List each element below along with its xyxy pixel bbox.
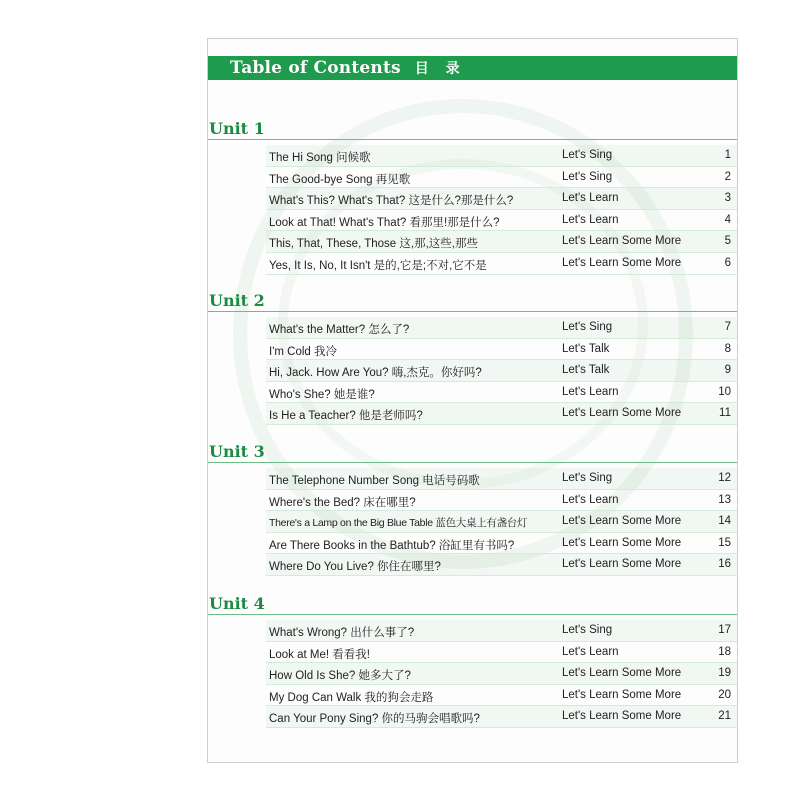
toc-row[interactable] [208, 317, 737, 339]
lesson-category: Let's Learn [562, 493, 619, 506]
page-number: 9 [724, 364, 731, 377]
lesson-title: Yes, It Is, No, It Isn't 是的,它是;不对,它不是 [269, 259, 487, 272]
lesson-category: Let's Learn Some More [562, 407, 682, 420]
page-number: 6 [724, 256, 731, 269]
lesson-title: My Dog Can Walk 我的狗会走路 [269, 691, 434, 704]
toc-page [207, 38, 738, 763]
lesson-title: Look at Me! 看看我! [269, 648, 370, 661]
toc-row[interactable] [208, 145, 737, 167]
toc-title: Table of Contents [230, 58, 401, 78]
toc-row[interactable] [208, 490, 737, 512]
toc-row[interactable] [208, 663, 737, 685]
toc-row[interactable] [208, 511, 737, 533]
page-number: 21 [718, 710, 731, 723]
unit-rows [208, 145, 737, 275]
unit-rows [208, 468, 737, 576]
toc-row[interactable] [208, 706, 737, 728]
toc-row[interactable] [208, 468, 737, 490]
unit-rows [208, 317, 737, 425]
unit-divider [208, 462, 737, 463]
unit-title: Unit 2 [209, 291, 265, 310]
page-number: 7 [724, 321, 731, 333]
lesson-title: There's a Lamp on the Big Blue Table 蓝色大桌上有盏台灯 [269, 517, 528, 530]
unit-rows [208, 620, 737, 728]
page-number: 14 [718, 515, 731, 528]
lesson-title: What's This? What's That? 这是什么?那是什么? [269, 195, 514, 208]
lesson-title: Where's the Bed? 床在哪里? [269, 496, 416, 509]
lesson-category: Let's Talk [562, 342, 610, 355]
toc-row[interactable] [208, 642, 737, 664]
lesson-title: The Hi Song 问候歌 [269, 152, 371, 164]
lesson-category: Let's Learn Some More [562, 558, 682, 571]
unit-title: Unit 1 [209, 119, 265, 138]
lesson-title: Can Your Pony Sing? 你的马驹会唱歌吗? [269, 713, 480, 726]
lesson-category: Let's Learn [562, 213, 619, 226]
page-number: 15 [718, 536, 731, 549]
page-number: 17 [718, 624, 731, 636]
lesson-title: Hi, Jack. How Are You? 嗨,杰克。你好吗? [269, 367, 482, 380]
lesson-title: Is He a Teacher? 他是老师吗? [269, 410, 423, 423]
page-number: 8 [724, 342, 731, 355]
lesson-title: Who's She? 她是谁? [269, 388, 375, 401]
unit-title: Unit 4 [209, 594, 265, 613]
lesson-title: How Old Is She? 她多大了? [269, 670, 411, 683]
page-number: 4 [724, 213, 731, 226]
unit-divider [208, 139, 737, 140]
toc-row[interactable] [208, 685, 737, 707]
page-number: 20 [718, 688, 731, 701]
lesson-category: Let's Sing [562, 472, 613, 484]
lesson-category: Let's Learn [562, 385, 619, 398]
toc-row[interactable] [208, 533, 737, 555]
lesson-category: Let's Learn Some More [562, 536, 682, 549]
lesson-title: I'm Cold 我冷 [269, 345, 338, 358]
lesson-category: Let's Sing [562, 170, 613, 183]
lesson-category: Let's Learn Some More [562, 256, 682, 269]
page-number: 16 [718, 558, 731, 571]
lesson-category: Let's Learn Some More [562, 515, 682, 528]
lesson-category: Let's Sing [562, 321, 613, 333]
lesson-title: This, That, These, Those 这,那,这些,那些 [269, 238, 478, 251]
toc-row[interactable] [208, 382, 737, 404]
unit-title: Unit 3 [209, 442, 265, 461]
lesson-category: Let's Learn Some More [562, 710, 682, 723]
toc-row[interactable] [208, 231, 737, 253]
toc-row[interactable] [208, 403, 737, 425]
lesson-title: The Good-bye Song 再见歌 [269, 173, 411, 186]
toc-row[interactable] [208, 620, 737, 642]
lesson-title: Where Do You Live? 你住在哪里? [269, 561, 441, 574]
toc-row[interactable] [208, 210, 737, 232]
lesson-category: Let's Learn Some More [562, 667, 682, 680]
toc-row[interactable] [208, 554, 737, 576]
lesson-title: Look at That! What's That? 看那里!那是什么? [269, 216, 500, 229]
lesson-title: Are There Books in the Bathtub? 浴缸里有书吗? [269, 539, 515, 552]
unit-divider [208, 614, 737, 615]
lesson-category: Let's Sing [562, 149, 613, 161]
page-number: 1 [724, 149, 731, 161]
page-number: 3 [724, 192, 731, 205]
page-number: 10 [718, 385, 731, 398]
page-number: 11 [719, 407, 731, 420]
lesson-title: What's the Matter? 怎么了? [269, 324, 410, 336]
lesson-title: What's Wrong? 出什么事了? [269, 627, 415, 639]
toc-row[interactable] [208, 253, 737, 275]
lesson-category: Let's Learn [562, 192, 619, 205]
page-number: 18 [718, 645, 731, 658]
toc-row[interactable] [208, 339, 737, 361]
lesson-category: Let's Learn Some More [562, 235, 682, 248]
lesson-category: Let's Talk [562, 364, 610, 377]
toc-row[interactable] [208, 360, 737, 382]
lesson-category: Let's Learn [562, 645, 619, 658]
page-number: 13 [718, 493, 731, 506]
lesson-category: Let's Sing [562, 624, 613, 636]
page-number: 2 [724, 170, 731, 183]
page-number: 19 [718, 667, 731, 680]
toc-row[interactable] [208, 167, 737, 189]
page-number: 12 [718, 472, 731, 484]
page-number: 5 [724, 235, 731, 248]
unit-divider [208, 311, 737, 312]
toc-title-cn: 目 录 [414, 61, 466, 77]
toc-row[interactable] [208, 188, 737, 210]
toc-header-bar [208, 56, 737, 80]
lesson-category: Let's Learn Some More [562, 688, 682, 701]
lesson-title: The Telephone Number Song 电话号码歌 [269, 475, 480, 487]
